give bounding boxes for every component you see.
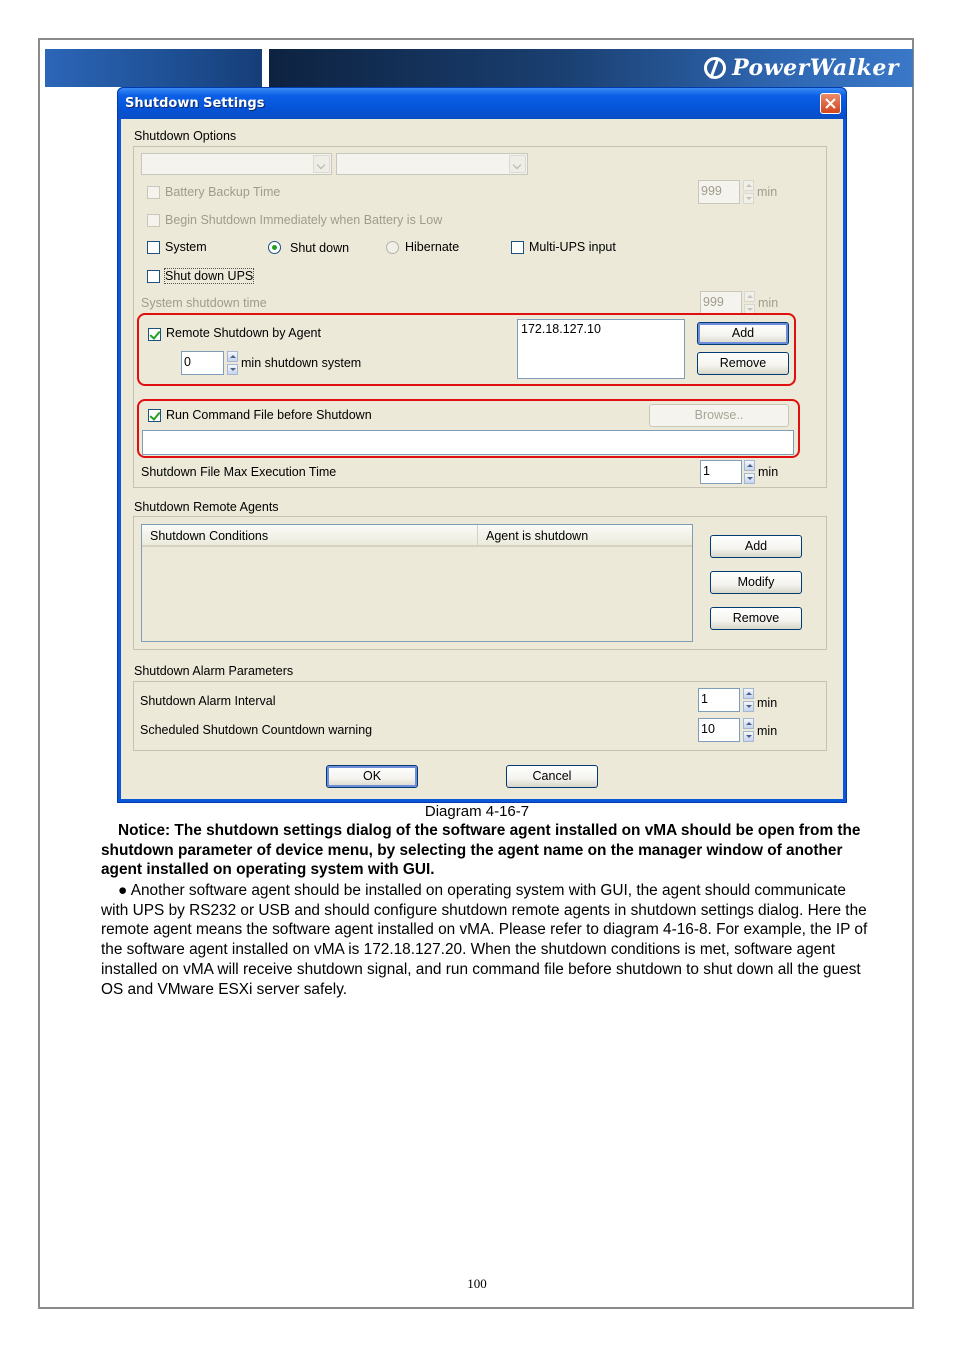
max-exec-time-spinner[interactable] <box>744 460 755 484</box>
system-shutdown-time-label: System shutdown time <box>141 296 267 310</box>
shutdown-options-label: Shutdown Options <box>134 129 237 143</box>
chevron-down-icon <box>313 155 330 173</box>
notice-paragraph: Notice: The shutdown settings dialog of the software agent installed on vMA should be open from the shutdown parameter of device menu, by selecting the agent name on the manager window of another agent installed on operating system with GUI. <box>101 822 861 879</box>
begin-shutdown-label: Begin Shutdown Immediately when Battery is Low <box>165 213 443 227</box>
dialog-titlebar[interactable] <box>118 88 846 119</box>
spin-down-icon[interactable] <box>743 701 754 712</box>
powerwalker-logo <box>704 55 899 81</box>
max-exec-time-unit: min <box>758 465 779 479</box>
battery-backup-unit: min <box>757 185 778 199</box>
min-shutdown-input[interactable]: 0 <box>181 351 224 375</box>
close-button[interactable] <box>820 93 841 114</box>
battery-backup-checkbox[interactable] <box>147 186 160 199</box>
run-command-label: Run Command File before Shutdown <box>166 408 372 422</box>
column-shutdown-conditions[interactable]: Shutdown Conditions <box>142 525 478 547</box>
multi-ups-checkbox[interactable] <box>511 241 524 254</box>
system-label: System <box>165 240 207 254</box>
dialog-client <box>121 119 843 799</box>
spin-down-icon[interactable] <box>743 731 754 742</box>
spin-up-icon[interactable] <box>744 291 755 302</box>
shut-down-radio[interactable] <box>268 241 281 254</box>
remote-remove-button[interactable]: Remove <box>710 607 802 630</box>
shut-down-label: Shut down <box>290 241 350 255</box>
countdown-spinner[interactable] <box>743 718 754 742</box>
alarm-interval-unit: min <box>757 696 778 710</box>
shutdown-settings-dialog <box>117 87 847 803</box>
begin-shutdown-checkbox[interactable] <box>147 214 160 227</box>
spin-down-icon[interactable] <box>744 473 755 484</box>
hibernate-label: Hibernate <box>405 240 460 254</box>
device-combo[interactable] <box>141 153 332 175</box>
countdown-input[interactable]: 10 <box>698 718 740 742</box>
min-shutdown-label: min shutdown system <box>241 356 362 370</box>
agent-remove-button[interactable]: Remove <box>697 352 789 375</box>
cancel-button[interactable]: Cancel <box>506 765 598 788</box>
spin-down-icon[interactable] <box>743 193 754 204</box>
battery-backup-label: Battery Backup Time <box>165 185 281 199</box>
dialog-title: Shutdown Settings <box>125 96 265 111</box>
logo-text: PowerWalker <box>732 55 899 81</box>
ok-button[interactable]: OK <box>326 765 418 788</box>
column-agent-is-shutdown[interactable]: Agent is shutdown <box>478 525 692 547</box>
system-shutdown-spinner[interactable] <box>744 291 755 315</box>
spin-up-icon[interactable] <box>743 688 754 699</box>
spin-up-icon[interactable] <box>743 180 754 191</box>
remote-agents-label: Shutdown Remote Agents <box>134 500 279 514</box>
alarm-interval-spinner[interactable] <box>743 688 754 712</box>
remote-add-button[interactable]: Add <box>710 535 802 558</box>
spin-up-icon[interactable] <box>743 718 754 729</box>
chevron-down-icon <box>509 155 526 173</box>
alarm-params-label: Shutdown Alarm Parameters <box>134 664 294 678</box>
browse-button[interactable]: Browse.. <box>649 404 789 427</box>
diagram-caption: Diagram 4-16-7 <box>424 803 530 820</box>
remote-shutdown-label: Remote Shutdown by Agent <box>166 326 321 340</box>
header-banner-left <box>45 49 262 87</box>
max-exec-time-input[interactable]: 1 <box>700 460 742 484</box>
page-number: 100 <box>467 1276 487 1291</box>
shut-down-ups-label: Shut down UPS <box>165 269 254 283</box>
header-banner-right <box>269 49 913 87</box>
highlight-remote-shutdown <box>137 313 796 386</box>
agent-ip-list[interactable]: 172.18.127.10 <box>517 319 685 379</box>
countdown-label: Scheduled Shutdown Countdown warning <box>140 723 373 737</box>
shut-down-ups-checkbox[interactable] <box>147 270 160 283</box>
alarm-interval-input[interactable]: 1 <box>698 688 740 712</box>
agent-add-button[interactable]: Add <box>697 322 789 345</box>
system-checkbox[interactable] <box>147 241 160 254</box>
body-paragraph: ● Another software agent should be installed on operating system with GUI, the agent should communicate with UPS by RS232 or USB and should configure shutdown remote agents in shutdown settings dialog. Here the remote agent means the software agent installed on vMA. Please refer to diagram 4-16-8. For example, the IP of the software agent installed on vMA is 172.18.127.20. When the shutdown conditions is met, software agent installed on vMA will receive shutdown signal, and run command file before shutdown to shut down all the guest OS and VMware ESXi server safely. <box>101 882 868 998</box>
countdown-unit: min <box>757 724 778 738</box>
battery-backup-input[interactable]: 999 <box>698 180 740 204</box>
remote-modify-button[interactable]: Modify <box>710 571 802 594</box>
highlight-run-command <box>137 399 800 458</box>
alarm-interval-label: Shutdown Alarm Interval <box>140 694 276 708</box>
multi-ups-label: Multi-UPS input <box>529 240 616 254</box>
max-exec-time-label: Shutdown File Max Execution Time <box>141 465 337 479</box>
spin-up-icon[interactable] <box>744 460 755 471</box>
system-shutdown-unit: min <box>758 296 779 310</box>
logo-mark-icon <box>704 57 726 79</box>
close-icon <box>825 98 836 109</box>
remote-agents-table[interactable] <box>141 524 693 642</box>
system-shutdown-input[interactable]: 999 <box>700 291 742 315</box>
hibernate-radio[interactable] <box>386 241 399 254</box>
battery-backup-spinner[interactable] <box>743 180 754 204</box>
model-combo[interactable] <box>336 153 528 175</box>
